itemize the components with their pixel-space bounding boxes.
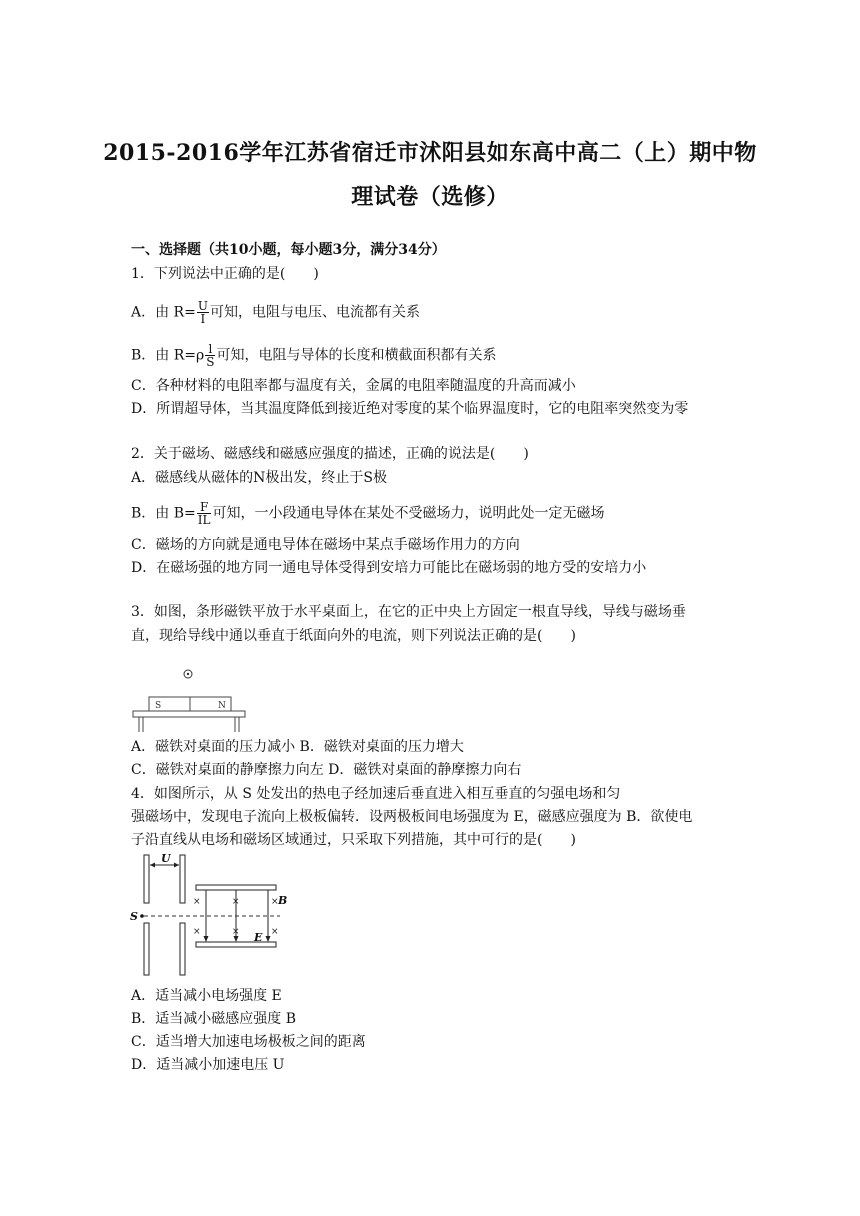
frac-num: U <box>197 299 208 313</box>
frac-den: I <box>200 312 206 326</box>
q4-stem-line3: 子沿直线从电场和磁场区域通过，只采取下列措施，其中可行的是( ) <box>131 832 576 848</box>
frac-den: S <box>206 355 215 369</box>
table <box>133 711 245 732</box>
q1-option-d: D．所谓超导体，当其温度降低到接近绝对零度的某个临界温度时，它的电阻率突然变为零 <box>131 401 689 417</box>
q1-b-post: 可知，电阻与导体的长度和横截面积都有关系 <box>216 347 497 364</box>
q2-b-post: 可知，一小段通电导体在某处不受磁场力，说明此处一定无磁场 <box>212 505 605 522</box>
q3-magnet-figure <box>131 664 249 734</box>
frac-num: l <box>205 343 215 356</box>
fraction-l-over-s <box>205 343 215 368</box>
q3-stem-line2: 直，现给导线中通以垂直于纸面向外的电流，则下列说法正确的是( ) <box>131 628 576 644</box>
magnet-s-label: S <box>155 701 162 711</box>
q4-option-c: C．适当增大加速电场极板之间的距离 <box>131 1034 366 1050</box>
svg-text:×: × <box>193 897 201 907</box>
q2-option-b <box>131 501 604 526</box>
frac-num: F <box>197 501 212 514</box>
q2-b-pre: B．由 B= <box>131 505 196 522</box>
q1-option-c: C．各种材料的电阻率都与温度有关，金属的电阻率随温度的升高而减小 <box>131 378 576 394</box>
electric-e-label: E <box>254 931 263 944</box>
q1-option-b <box>131 343 496 368</box>
source-s-label: S <box>130 910 138 923</box>
voltage-indicator <box>150 853 179 868</box>
q3-options-ab: A．磁铁对桌面的压力减小 B．磁铁对桌面的压力增大 <box>131 739 464 755</box>
q4-stem-line2: 强磁场中，发现电子流向上极板偏转．设两极板间电场强度为 E，磁感应强度为 B．欲使电 <box>131 809 693 825</box>
svg-text:×: × <box>271 897 279 907</box>
svg-text:×: × <box>232 927 240 937</box>
q4-option-b: B．适当减小磁感应强度 B <box>131 1011 297 1027</box>
q4-stem-line1: 4．如图所示，从 S 处发出的热电子经加速后垂直进入相互垂直的匀强电场和匀 <box>131 786 621 802</box>
frac-den: IL <box>197 513 211 527</box>
q1-a-post: 可知，电阻与电压、电流都有关系 <box>209 304 420 321</box>
q3-stem-line1: 3．如图，条形磁铁平放于水平桌面上，在它的正中央上方固定一根直导线，导线与磁场垂 <box>131 604 686 620</box>
q1-option-a <box>131 300 420 325</box>
q4-option-d: D．适当减小加速电压 U <box>131 1057 285 1073</box>
wire-out-of-page-icon <box>184 670 192 678</box>
q4-option-a: A．适当减小电场强度 E <box>131 988 282 1004</box>
magnetic-b-label: B <box>278 894 288 907</box>
svg-text:×: × <box>271 927 279 937</box>
fraction-u-over-i <box>197 300 209 325</box>
q2-stem: 2．关于磁场、磁感线和磁感应强度的描述，正确的说法是( ) <box>131 446 529 462</box>
accelerating-plates <box>144 855 185 975</box>
magnet-n-label: N <box>218 701 226 711</box>
source-dot <box>140 914 144 918</box>
fraction-f-over-il <box>197 501 212 526</box>
bar-magnet <box>149 697 231 711</box>
doc-title-line1: 2015-2016学年江苏省宿迁市沭阳县如东高中高二（上）期中物 <box>103 140 757 166</box>
voltage-u-label: U <box>161 853 171 865</box>
svg-text:×: × <box>193 927 201 937</box>
section-heading: 一、选择题（共10小题，每小题3分，满分34分） <box>131 242 446 258</box>
q1-b-pre: B．由 R=ρ <box>131 347 205 364</box>
q3-options-cd: C．磁铁对桌面的静摩擦力向左 D．磁铁对桌面的静摩擦力向右 <box>131 762 522 778</box>
q2-option-c: C．磁场的方向就是通电导体在磁场中某点手磁场作用力的方向 <box>131 537 520 553</box>
q4-field-figure <box>128 853 293 979</box>
q1-stem: 1．下列说法中正确的是( ) <box>131 266 319 282</box>
q2-option-a: A．磁感线从磁体的N极出发，终止于S极 <box>131 470 387 486</box>
doc-title-line2: 理试卷（选修） <box>351 184 509 210</box>
svg-text:×: × <box>232 897 240 907</box>
q1-a-pre: A．由 R= <box>131 304 196 321</box>
q2-option-d: D．在磁场强的地方同一通电导体受得到安培力可能比在磁场弱的地方受的安培力小 <box>131 560 647 576</box>
